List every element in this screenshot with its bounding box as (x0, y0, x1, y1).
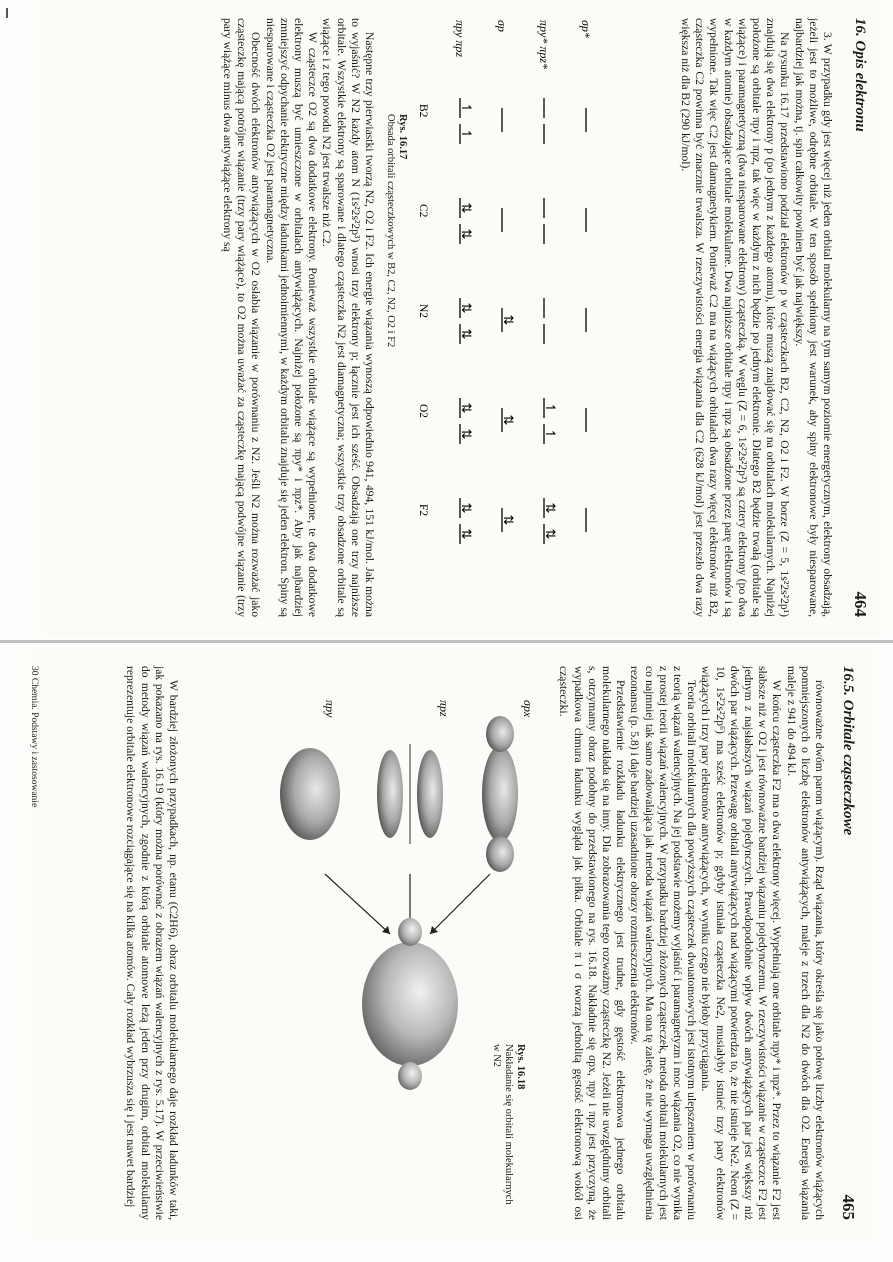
electron-marker: ↿ (542, 428, 557, 440)
paragraph: Obecność dwóch elektronów antywiążących w O2 osłabia wiązanie w porównaniu z N2. Jeśli N2 można rozważać jako cząsteczkę mającą potrójne wiązanie (trzy pary wiążące), to O2 można uważać za cząsteczkę mającą podwójne wiązanie (trzy pary wiążące minus dwa antywiążące elektrony są (220, 18, 263, 617)
electron-marker: ⇅ (458, 428, 473, 440)
paragraph: W bardziej złożonych przypadkach, np. etanu (C2H6), obraz orbitalu molekularnego daje rozkład ładunków taki, jak pokazano na rys. 16.19 (który można porównać z obrazem wiązań walencyjnych z rys. 5.17). W przeciwieństwie do metody wiązań walencyjnych, zgodnie z którą orbitale atomowe leżą jeden przy drugim, orbital molekularny reprezentuje orbitale elektronowe rozciągające się na kilka atomów. Cały rozkład wybrzusza się i jest nawet bardziej (124, 666, 180, 1220)
electron-marker: ⇅ (458, 228, 473, 240)
electron-marker: ⇅ (500, 514, 515, 526)
paragraph: W cząsteczce O2 są dwa dodatkowe elektrony. Ponieważ wszystkie orbitale wiążące są wypełnione, te dwa dodatkowe elektrony muszą być umieszczone w orbitalach antywiążących. Najniżej położone są πpy* i πpz*. Aby jak najbardziej zmniejszyć odpychanie elektryczne między ładunkami jednoimiennymi, w każdym orbitalu znajduje się jeden elektron. Spiny są niesparowane i cząsteczka O2 jest paramagnetyczna. (263, 18, 320, 617)
pi-y-orbital (280, 700, 340, 840)
orbital-label-pi-y: πpy (323, 700, 337, 718)
body-text-top (678, 18, 834, 617)
molecule-label-b2: B2 (417, 104, 429, 118)
level-label-pi-star: πpy* πpz* (537, 20, 551, 70)
electron-marker: ⇅ (458, 302, 473, 314)
molecule-label-f2: F2 (417, 504, 429, 517)
electron-marker: ⇅ (458, 328, 473, 340)
caption-text: Obsada orbitali cząsteczkowych w B2, C2, N2, O2 i F2 (385, 114, 396, 348)
paragraph: Na rysunku 16.17 przedstawiono podział elektronów p w cząsteczkach B2, C2, N2, O2 i F2. W borze (Z = 5, 1s²2s²2p¹) znajdują się dwa elektrony p (po jednym z każdego atomu), które muszą znajdować się na orbitalach molekularnych. Najniżej położone są orbitale πpy i πpz, tak więc w każdym z nich będzie po jednym elektronie. Dlatego B2 będzie trwałą (orbitale są wiążące) i paramagnetyczną (dwa niesparowane elektrony) cząsteczką. W węglu (Z = 6, 1s²2s²2p²) są cztery elektrony (po dwa w każdym atomie) obsadzające orbitale molekularne. Dwa najniższe orbitale πpy i πpz są obsadzone przez parę elektronów i są wypełnione. Tak więc C2 jest diamagnetykiem. Ponieważ C2 ma na wiążących orbitalach dwa razy więcej elektronów niż B2, cząsteczka C2 powinna być znacznie trwalsza. W rzeczywistości energia wiązania dla C2 (628 kJ/mol) jest przeszło dwa razy większa niż dla B2 (290 kJ/mol). (678, 18, 792, 617)
pi-z-orbital (377, 700, 451, 844)
page-number: 464 (851, 591, 870, 617)
electron-marker: ⇅ (458, 202, 473, 214)
electron-marker: ⇅ (500, 314, 515, 326)
paragraph: Przedstawienie rozkładu ładunku elektrycznego jest trudne, gdy gęstość elektronowa jednego orbitalu molekularnego nakłada się na inny. Dla zobrazowania tego rozważmy cząsteczkę N2. Jeżeli nie uwzględnimy orbitali s, otrzymamy obraz podobny do przedstawionego na rys. 16.18. Nakładnie się σpx, πpy i πpz jest przyczyną, że wypadkowa chmura ładunku wygląda jak piłka. Orbitale π i σ tworzą jednolitą gęstość elektronową wokół osi cząsteczki. (557, 666, 628, 1220)
energy-levels (458, 98, 586, 544)
resulting-charge-cloud (362, 918, 458, 1090)
body-text-bottom (123, 666, 180, 1220)
sigma-orbital (482, 700, 535, 872)
page-header (844, 18, 870, 617)
paragraph: Teoria orbitali molekularnych dla powyższych cząsteczek dwuatomowych jest istotnym ulepszeniem w porównaniu z teorią wiązań walencyjnych. Na jej podstawie możemy wyjaśnić i paramagnetyzm i moc wiązania O2, co nie wynika z prostej teorii wiązań walencyjnych. W przypadku bardziej złożonych cząsteczek, metoda orbitali molekularnych jest co najmniej tak samo zadowalająca jak metoda wiązań walencyjnych. Ma ona tę zaletę, że nie wymaga uwzględnienia rezonansu (p. 5.8) i daje bardziej uzasadnione obrazy rozmieszczenia elektronów. (628, 666, 699, 1220)
level-label-pi: πpy πpz (453, 20, 467, 58)
page-number: 465 (839, 1194, 858, 1220)
electron-marker: ⇅ (542, 528, 557, 540)
figure-caption (490, 1044, 526, 1214)
caption-number: Rys. 16.18 (515, 1044, 526, 1090)
electron-marker: ↿ (458, 102, 473, 114)
body-text-bottom (220, 18, 376, 617)
orbital-label-sigma: σpx (521, 700, 535, 718)
paragraph: W końcu cząsteczka F2 ma o dwa elektrony więcej. Wypełniają one orbitale πpy* i πpz*. Przez to wiązanie F2 jest słabsze niż w O2 i jest równoważne bardziej wiązaniu pojedynczemu. W rzeczywistości wiązanie w cząsteczce F2 jest jednym z najsłabszych wiązań pojedynczych. Prawdopodobnie wpływ dwóch antywiążących par jest większy niż dwóch par wiążących. Przewagę orbitali antywiążących nad wiążącymi potwierdza to, że nie istnieje Ne2. Neon (Z = 10, 1s²2s²2p⁶) ma sześć elektronów p; gdyby istniała cząsteczka Ne2, musiałyby istnieć trzy pary elektronów wiążących i trzy pary elektronów antywiążących, w wyniku czego nie byłoby przyciągania. (699, 666, 784, 1220)
electron-marker: ⇅ (542, 502, 557, 514)
scan-mark (6, 8, 8, 18)
electron-marker: ⇅ (458, 502, 473, 514)
body-text-top (556, 666, 826, 1220)
electron-marker: ⇅ (458, 402, 473, 414)
caption-text: Nakładanie się orbitali molekularnych w N2 (491, 1044, 514, 1205)
level-label-sigma-star: σp* (579, 20, 593, 38)
page-gap-shadow (0, 640, 893, 643)
molecule-label-o2: O2 (417, 404, 429, 419)
paragraph: Następne trzy pierwiastki tworzą N2, O2 i F2. Ich energie wiązania wynoszą odpowiednio 941, 494, 151 kJ/mol. Jak można to wyjaśnić? W N2 każdy atom N (1s²2s²2p³) wnosi trzy elektrony p; łącznie jest ich sześć. Obsadzają one trzy najniższe orbitale. Wszystkie elektrony są sparowane i dlatego cząsteczka N2 jest diamagnetyczna; wszystkie trzy obsadzone orbitale są wiążące i z tego powodu N2 jest trwalsze niż C2. (320, 18, 376, 617)
paragraph: równoważne dwóm parom wiążącym). Rząd wiązania, który określa się jako połowę liczby elektronów wiążących pomniejszonych o liczbę elektronów antywiążących, maleje z trzech dla N2 do dwóch dla O2. Energia wiązania maleje z 941 do 494 kJ. (784, 666, 826, 1220)
electron-marker: ↿ (458, 128, 473, 140)
figure-caption (384, 114, 408, 347)
molecule-label-c2: C2 (417, 204, 429, 218)
page-footer: 30 Chemia. Podstawy i zastosowanie (29, 666, 39, 808)
figure-16-17 (376, 18, 606, 617)
running-title: 16.5. Orbitale cząsteczkowe (840, 666, 856, 836)
molecule-label-n2: N2 (417, 304, 429, 319)
page-465 (30, 648, 870, 1238)
electron-marker: ⇅ (458, 528, 473, 540)
page-464 (42, 0, 882, 635)
paragraph: 3. W przypadku gdy jest więcej niż jeden orbital molekularny na tym samym poziomie energetycznym, elektrony obsadzają, jeżeli jest to możliwe, odrębne orbitale. W ten sposób spełniony jest warunek, aby spiny elektronowe były niesparowane, najbardziej jak można, tj. spin całkowity powinien być jak największy. (792, 18, 834, 617)
page-header (832, 666, 858, 1220)
electron-marker: ↿ (542, 402, 557, 414)
orbital-label-pi-z: πpz (437, 700, 451, 717)
orbital-occupancy-diagram (406, 18, 606, 618)
electron-marker: ⇅ (500, 414, 515, 426)
running-title: 16. Opis elektronu (852, 18, 868, 132)
caption-number: Rys. 16.17 (397, 114, 408, 160)
figure-16-18 (210, 664, 540, 1224)
level-label-sigma: σp (495, 20, 509, 32)
